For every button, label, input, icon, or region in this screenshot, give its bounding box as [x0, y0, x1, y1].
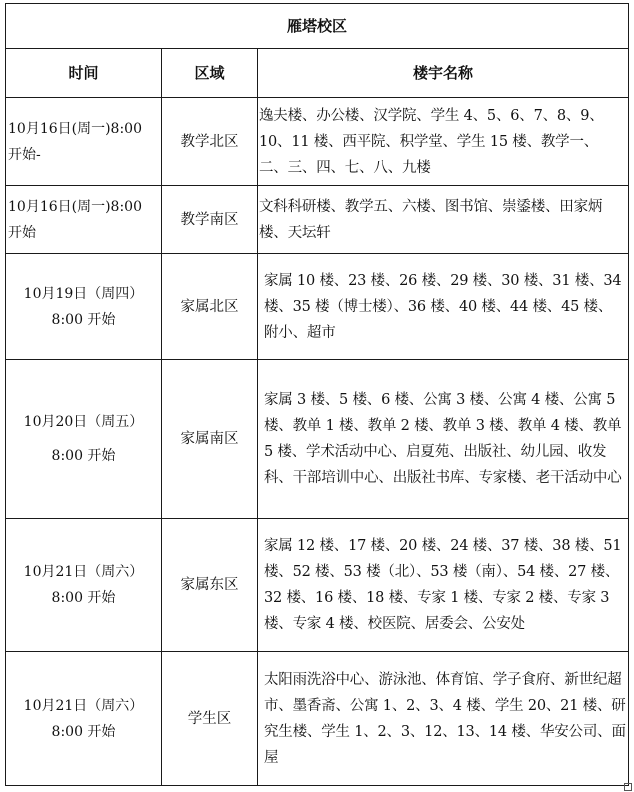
- buildings-cell: 家属 3 楼、5 楼、6 楼、公寓 3 楼、公寓 4 楼、公寓 5 楼、教单 1 楼、教单 2 楼、教单 3 楼、教单 4 楼、教单 5 楼、学术活动中心、启夏苑、出版社、幼儿园、收发科、干部培训中心、出版社书库、专家楼、老干活动中心: [258, 360, 629, 519]
- area-cell: 家属南区: [162, 360, 258, 519]
- time-line-start: 开始-: [8, 146, 41, 163]
- area-cell: 家属北区: [162, 254, 258, 360]
- time-cell: [6, 98, 162, 186]
- buildings-cell: 家属 10 楼、23 楼、26 楼、29 楼、30 楼、31 楼、34 楼、35 楼（博士楼）、36 楼、40 楼、44 楼、45 楼、附小、超市: [258, 254, 629, 360]
- area-cell: 家属东区: [162, 519, 258, 652]
- schedule-table: [5, 3, 629, 786]
- time-line-date: 10月16日(周一)8:00: [8, 198, 142, 215]
- header-buildings: 楼宇名称: [258, 49, 629, 98]
- table-row: [6, 519, 629, 652]
- paragraph-mark-icon: [624, 783, 632, 791]
- table-row: [6, 186, 629, 254]
- time-line-start: 8:00 开始: [51, 311, 116, 328]
- table-row: [6, 360, 629, 519]
- buildings-cell: 太阳雨洗浴中心、游泳池、体育馆、学子食府、新世纪超市、墨香斋、公寓 1、2、3、4 楼、学生 20、21 楼、研究生楼、学生 1、2、3、12、13、14 楼、华安公司、面屋: [258, 652, 629, 786]
- buildings-cell: 文科科研楼、教学五、六楼、图书馆、崇鋈楼、田家炳楼、天坛轩: [258, 186, 629, 254]
- time-line-date: 10月16日(周一)8:00: [8, 120, 142, 137]
- time-line-date: 10月20日（周五）: [23, 414, 144, 430]
- buildings-cell: 家属 12 楼、17 楼、20 楼、24 楼、37 楼、38 楼、51 楼、52 楼、53 楼（北）、53 楼（南）、54 楼、27 楼、32 楼、16 楼、18 楼、专家 1 楼、专家 2 楼、专家 3 楼、专家 4 楼、校医院、居委会、公安处: [258, 519, 629, 652]
- time-line-date: 10月21日（周六）: [23, 564, 144, 580]
- buildings-cell: 逸夫楼、办公楼、汉学院、学生 4、5、6、7、8、9、10、11 楼、西平院、积学堂、学生 15 楼、教学一、二、三、四、七、八、九楼: [258, 98, 629, 186]
- header-time: 时间: [6, 49, 162, 98]
- schedule-document: [5, 3, 628, 783]
- area-cell: 教学北区: [162, 98, 258, 186]
- time-line-start: 8:00 开始: [51, 448, 116, 464]
- time-cell: [6, 360, 162, 519]
- table-row: [6, 652, 629, 786]
- table-header-row: [6, 49, 629, 98]
- time-cell: [6, 652, 162, 786]
- time-line-date: 10月19日（周四）: [23, 285, 144, 302]
- time-cell: [6, 254, 162, 360]
- area-cell: 学生区: [162, 652, 258, 786]
- time-line-start: 8:00 开始: [51, 723, 116, 740]
- time-cell: [6, 519, 162, 652]
- time-line-start: 8:00 开始: [51, 590, 116, 606]
- table-title: 雁塔校区: [6, 4, 629, 49]
- area-cell: 教学南区: [162, 186, 258, 254]
- table-title-row: [6, 4, 629, 49]
- table-row: [6, 254, 629, 360]
- header-area: 区域: [162, 49, 258, 98]
- time-line-date: 10月21日（周六）: [23, 697, 144, 714]
- time-line-start: 开始: [8, 224, 36, 241]
- table-row: [6, 98, 629, 186]
- time-cell: [6, 186, 162, 254]
